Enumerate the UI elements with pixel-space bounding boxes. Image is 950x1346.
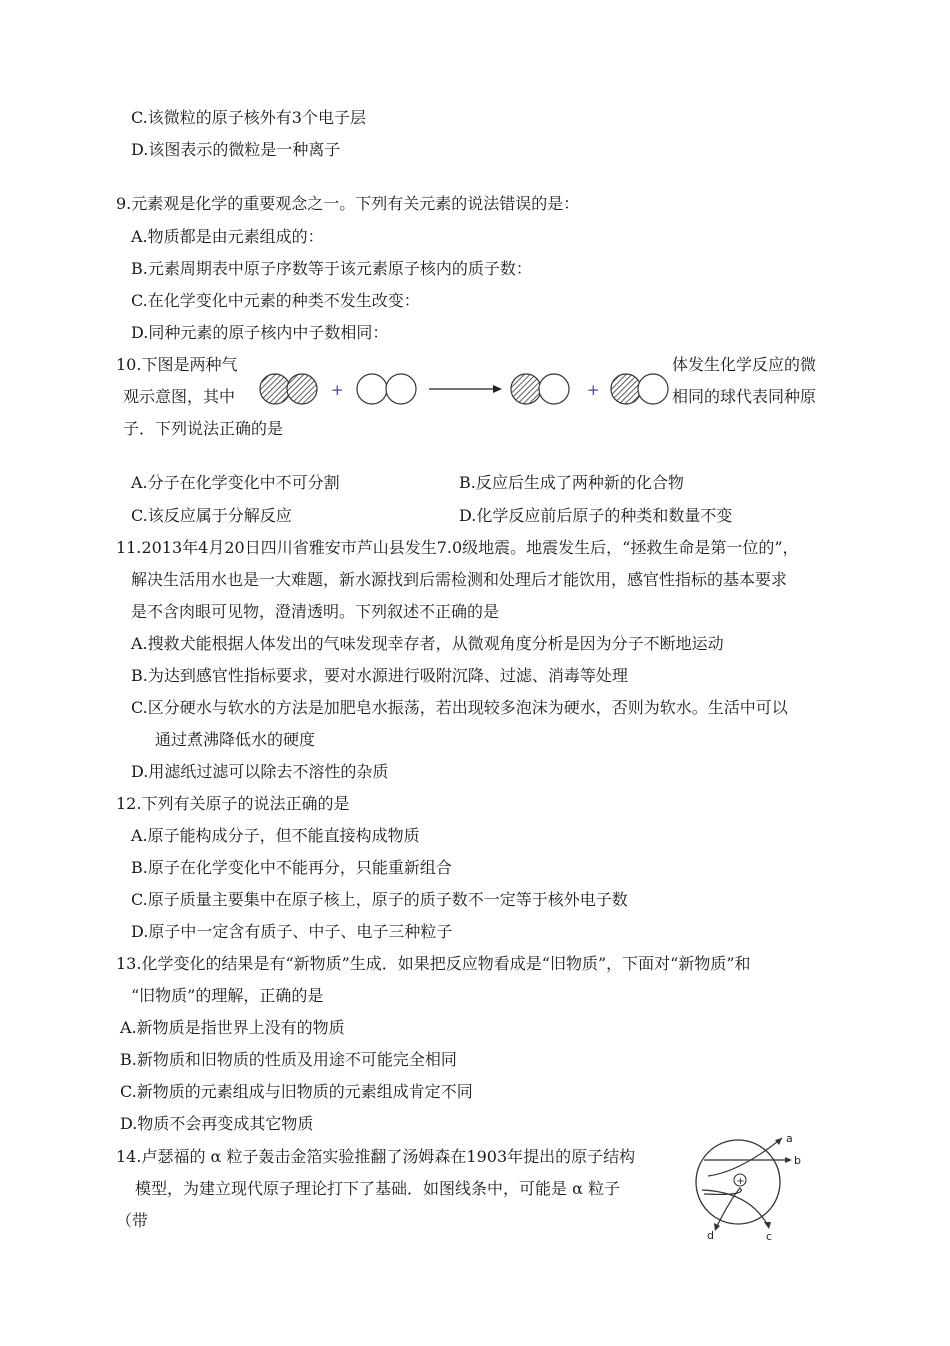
q11-stem-2: 解决生活用水也是一大难题，新水源找到后需检测和处理后才能饮用，感官性指标的基本要求 [131, 570, 788, 589]
label-a: a [786, 1132, 793, 1145]
white-atom [539, 374, 569, 404]
q10-stem-right-2: 相同的球代表同种原 [672, 387, 817, 406]
q9-option-c: C.在化学变化中元素的种类不发生改变： [131, 291, 420, 310]
plus-sign: + [587, 381, 600, 399]
q13-stem-1: 13.化学变化的结果是有“新物质”生成．如果把反应物看成是“旧物质”，下面对“新物质”和 [116, 954, 751, 973]
hatched-atom [260, 374, 290, 404]
q11-stem-1: 11.2013年4月20日四川省雅安市芦山县发生7.0级地震。地震发生后，“拯救生命是第一位的”， [116, 538, 799, 557]
hatched-atom [287, 374, 317, 404]
q11-option-c-1: C.区分硬水与软水的方法是加肥皂水振荡，若出现较多泡沫为硬水，否则为软水。生活中可以 [131, 698, 788, 717]
q10-option-c: C.该反应属于分解反应 [131, 506, 292, 525]
q13-option-d: D.物质不会再变成其它物质 [120, 1114, 314, 1133]
q8-option-d: D.该图表示的微粒是一种离子 [131, 140, 341, 159]
q11-option-c-2: 通过煮沸降低水的硬度 [155, 730, 316, 749]
q10-option-b: B.反应后生成了两种新的化合物 [459, 473, 684, 492]
label-c: c [766, 1230, 773, 1243]
q13-option-c: C.新物质的元素组成与旧物质的元素组成肯定不同 [120, 1082, 473, 1101]
q11-option-a: A.搜救犬能根据人体发出的气味发现幸存者，从微观角度分析是因为分子不断地运动 [131, 634, 724, 653]
hatched-atom [611, 374, 641, 404]
q12-option-a: A.原子能构成分子，但不能直接构成物质 [131, 826, 420, 845]
white-atom [386, 374, 416, 404]
q12-option-b: B.原子在化学变化中不能再分，只能重新组合 [131, 858, 452, 877]
q11-stem-3: 是不含肉眼可见物，澄清透明。下列叙述不正确的是 [131, 602, 500, 621]
q13-stem-2: “旧物质”的理解，正确的是 [131, 986, 324, 1005]
q10-stem-left-2: 观示意图，其中 [123, 387, 236, 406]
q8-option-c: C.该微粒的原子核外有3个电子层 [131, 108, 366, 127]
q9-stem: 9.元素观是化学的重要观念之一。下列有关元素的说法错误的是： [116, 194, 580, 213]
q11-option-d: D.用滤纸过滤可以除去不溶性的杂质 [131, 762, 389, 781]
label-b: b [794, 1154, 801, 1167]
q14-stem-3: （带 [116, 1211, 149, 1230]
q14-stem-1: 14.卢瑟福的 α 粒子轰击金箔实验推翻了汤姆森在1903年提出的原子结构 [116, 1147, 636, 1166]
q12-option-d: D.原子中一定含有质子、中子、电子三种粒子 [131, 922, 453, 941]
q10-stem-left-3: 子．下列说法正确的是 [123, 419, 284, 438]
q9-option-a: A.物质都是由元素组成的： [131, 227, 324, 246]
white-atom [357, 374, 387, 404]
reaction-diagram [255, 366, 675, 412]
alpha-track-d [704, 1188, 741, 1228]
q14-stem-2: 模型，为建立现代原子理论打下了基础．如图线条中，可能是 α 粒子 [135, 1179, 620, 1198]
q10-option-a: A.分子在化学变化中不可分割 [131, 473, 340, 492]
plus-sign: + [331, 381, 344, 399]
label-d: d [707, 1229, 714, 1242]
q11-option-b: B.为达到感官性指标要求，要对水源进行吸附沉降、过滤、消毒等处理 [131, 666, 628, 685]
q13-option-a: A.新物质是指世界上没有的物质 [120, 1018, 345, 1037]
q9-option-b: B.元素周期表中原子序数等于该元素原子核内的质子数： [131, 259, 532, 278]
q10-stem-left-1: 10.下图是两种气 [116, 355, 238, 374]
q10-option-d: D.化学反应前后原子的种类和数量不变 [459, 506, 733, 525]
q9-option-d: D.同种元素的原子核内中子数相同： [131, 323, 389, 342]
alpha-scattering-diagram [690, 1130, 815, 1245]
q12-stem: 12.下列有关原子的说法正确的是 [116, 794, 350, 813]
q12-option-c: C.原子质量主要集中在原子核上，原子的质子数不一定等于核外电子数 [131, 890, 628, 909]
q10-stem-right-1: 体发生化学反应的微 [672, 355, 817, 374]
hatched-atom [511, 374, 541, 404]
alpha-track-a [708, 1138, 782, 1176]
white-atom [638, 374, 668, 404]
svg-text:+: + [736, 1176, 745, 1187]
q13-option-b: B.新物质和旧物质的性质及用途不可能完全相同 [120, 1050, 457, 1069]
